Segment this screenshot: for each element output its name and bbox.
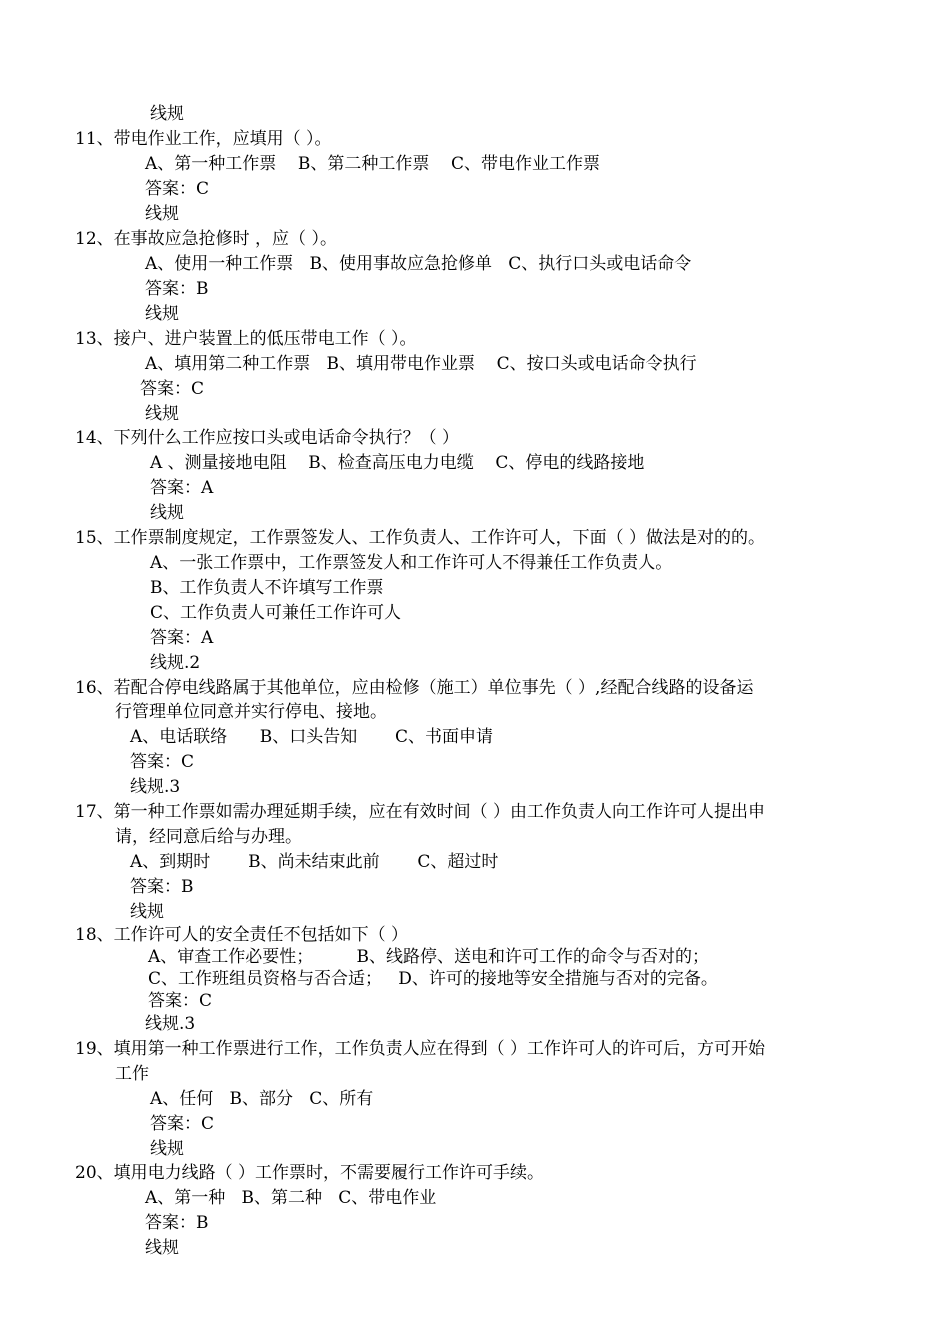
question-line: 19、填用第一种工作票进行工作，工作负责人应在得到（ ）工作许可人的许可后，方可开始 <box>75 1039 766 1059</box>
question-line: 12、在事故应急抢修时 ，应（ ）。 <box>75 229 337 249</box>
question-line: 11、带电作业工作，应填用（ ）。 <box>75 129 332 149</box>
answer-line: 答案：A <box>150 478 214 498</box>
answer-line: 答案：C <box>130 752 195 772</box>
options-line: A、到期时 B、尚未结束此前 C、超过时 <box>130 852 499 872</box>
text-line: 线规 <box>145 204 179 224</box>
text-line: 线规 <box>145 304 179 324</box>
question-line: 17、第一种工作票如需办理延期手续，应在有效时间（ ）由工作负责人向工作许可人提出申 <box>75 802 766 822</box>
options-line: B、工作负责人不许填写工作票 <box>150 578 384 598</box>
question-line: 16、若配合停电线路属于其他单位，应由检修（施工）单位事先（ ）,经配合线路的设备运 <box>75 678 754 698</box>
answer-line: 答案：B <box>145 1213 209 1233</box>
answer-line: 答案：A <box>150 628 214 648</box>
text-line: 线规 <box>145 1238 179 1258</box>
options-line: A、填用第二种工作票 B、填用带电作业票 C、按口头或电话命令执行 <box>145 354 697 374</box>
options-line: A、电话联络 B、口头告知 C、书面申请 <box>130 727 494 747</box>
question-line: 20、填用电力线路（ ）工作票时，不需要履行工作许可手续。 <box>75 1163 545 1183</box>
question-line: 18、工作许可人的安全责任不包括如下（ ） <box>75 925 409 945</box>
options-line: A、第一种 B、第二种 C、带电作业 <box>145 1188 437 1208</box>
answer-line: 答案：C <box>150 1114 215 1134</box>
text-line: 线规.2 <box>150 653 201 673</box>
answer-line: 答案：C <box>140 379 205 399</box>
text-line: 线规 <box>130 902 164 922</box>
options-line: A、使用一种工作票 B、使用事故应急抢修单 C、执行口头或电话命令 <box>145 254 692 274</box>
answer-line: 答案：C <box>145 179 210 199</box>
text-line: 线规 <box>150 503 184 523</box>
question-line: 15、工作票制度规定，工作票签发人、工作负责人、工作许可人，下面（ ）做法是对的的。 <box>75 528 766 548</box>
options-line: A、任何 B、部分 C、所有 <box>150 1089 374 1109</box>
answer-line: 答案：B <box>130 877 194 897</box>
question-line: 14、下列什么工作应按口头或电话命令执行？（ ） <box>75 428 460 448</box>
options-line: A、审查工作必要性； B、线路停、送电和许可工作的命令与否对的； <box>148 947 709 967</box>
answer-line: 答案：B <box>145 279 209 299</box>
text-line: 线规.3 <box>145 1014 196 1034</box>
text-line: 线规 <box>145 404 179 424</box>
question-line: 13、接户、进户装置上的低压带电工作（ ）。 <box>75 329 417 349</box>
options-line: A 、测量接地电阻 B、检查高压电力电缆 C、停电的线路接地 <box>150 453 645 473</box>
options-line: C、工作班组员资格与否合适； D、许可的接地等安全措施与否对的完备。 <box>148 969 718 989</box>
question-line: 工作 <box>115 1064 149 1084</box>
question-line: 行管理单位同意并实行停电、接地。 <box>115 702 387 722</box>
options-line: A、一张工作票中，工作票签发人和工作许可人不得兼任工作负责人。 <box>150 553 673 573</box>
question-line: 请，经同意后给与办理。 <box>115 827 302 847</box>
options-line: C、工作负责人可兼任工作许可人 <box>150 603 402 623</box>
answer-line: 答案：C <box>148 991 213 1011</box>
text-line: 线规.3 <box>130 777 181 797</box>
text-line: 线规 <box>150 1139 184 1159</box>
text-line: 线规 <box>150 104 184 124</box>
options-line: A、第一种工作票 B、第二种工作票 C、带电作业工作票 <box>145 154 601 174</box>
